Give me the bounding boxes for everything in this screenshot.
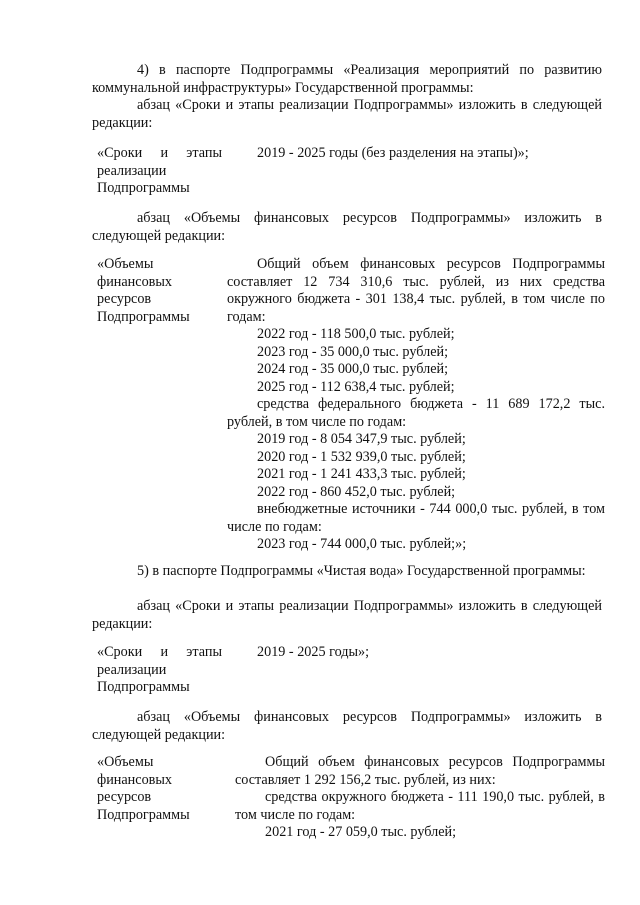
okrug-year-line: 2022 год - 118 500,0 тыс. рублей; — [257, 326, 455, 342]
section4-volumes-label — [97, 256, 222, 326]
volumes-label-line: финансовых — [97, 771, 172, 788]
extra-year-line: 2023 год - 744 000,0 тыс. рублей;»; — [257, 536, 467, 552]
terms-label-line: Подпрограммы — [97, 679, 190, 695]
federal-year-line: 2021 год - 1 241 433,3 тыс. рублей; — [257, 466, 466, 482]
section4-para-volumes: абзац «Объемы финансовых ресурсов Подпрограммы» изложить в следующей редакции: — [92, 210, 602, 244]
okrug-year-line: 2021 год - 27 059,0 тыс. рублей; — [265, 824, 457, 840]
section5-intro: 5) в паспорте Подпрограммы «Чистая вода» Государственной программы: — [137, 563, 586, 579]
section4-volumes-table — [97, 256, 605, 556]
section5-terms-value: 2019 - 2025 годы»; — [257, 644, 370, 660]
section5-para-volumes: абзац «Объемы финансовых ресурсов Подпрограммы» изложить в следующей редакции: — [92, 709, 602, 743]
section4-terms-table — [97, 145, 605, 199]
terms-label-line: реализации — [97, 661, 167, 678]
section5-volumes-table — [97, 754, 605, 844]
section5-para-terms: абзац «Сроки и этапы реализации Подпрограммы» изложить в следующей редакции: — [92, 598, 602, 632]
terms-label-line: Подпрограммы — [97, 180, 190, 196]
okrug-intro-text: средства окружного бюджета - 111 190,0 тыс. рублей, в том числе по годам: — [235, 789, 605, 823]
section5-terms-label — [97, 644, 222, 697]
federal-year-line: 2019 год - 8 054 347,9 тыс. рублей; — [257, 431, 466, 447]
volumes-total-text: Общий объем финансовых ресурсов Подпрограммы составляет 1 292 156,2 тыс. рублей, из них: — [235, 754, 605, 788]
volumes-total-text: Общий объем финансовых ресурсов Подпрограммы составляет 12 734 310,6 тыс. рублей, из них средства окружного бюджета - 301 138,4 тыс. рублей, в том числе по годам: — [227, 256, 605, 325]
section5-terms-table — [97, 644, 605, 698]
extra-intro-text: внебюджетные источники - 744 000,0 тыс. рублей, в том числе по годам: — [227, 501, 605, 535]
section4-volumes-value — [227, 256, 605, 554]
federal-year-line: 2020 год - 1 532 939,0 тыс. рублей; — [257, 448, 466, 465]
okrug-year-line: 2023 год - 35 000,0 тыс. рублей; — [257, 343, 449, 360]
volumes-label-line: Подпрограммы — [97, 308, 190, 325]
volumes-label-line: «Объемы — [97, 256, 154, 272]
section5-volumes-value — [235, 754, 605, 842]
section4-intro: 4) в паспорте Подпрограммы «Реализация мероприятий по развитию коммунальной инфраструктуры» Государственной программы: — [92, 62, 602, 96]
volumes-label-line: финансовых — [97, 273, 172, 290]
section5-volumes-label — [97, 754, 222, 824]
okrug-year-line: 2024 год - 35 000,0 тыс. рублей; — [257, 361, 449, 377]
volumes-label-line: Подпрограммы — [97, 806, 190, 823]
federal-intro-text: средства федерального бюджета - 11 689 172,2 тыс. рублей, в том числе по годам: — [227, 396, 605, 430]
terms-label-line: «Сроки и этапы — [97, 644, 222, 660]
section4-terms-label — [97, 145, 222, 198]
volumes-label-line: «Объемы — [97, 754, 154, 770]
volumes-label-line: ресурсов — [97, 789, 152, 805]
section4-para-terms: абзац «Сроки и этапы реализации Подпрограммы» изложить в следующей редакции: — [92, 97, 602, 131]
okrug-year-line: 2025 год - 112 638,4 тыс. рублей; — [257, 378, 455, 395]
section4-terms-value: 2019 - 2025 годы (без разделения на этапы)»; — [257, 145, 529, 161]
volumes-label-line: ресурсов — [97, 291, 152, 307]
federal-year-line: 2022 год - 860 452,0 тыс. рублей; — [257, 483, 456, 500]
terms-label-line: реализации — [97, 162, 167, 179]
terms-label-line: «Сроки и этапы — [97, 145, 222, 161]
